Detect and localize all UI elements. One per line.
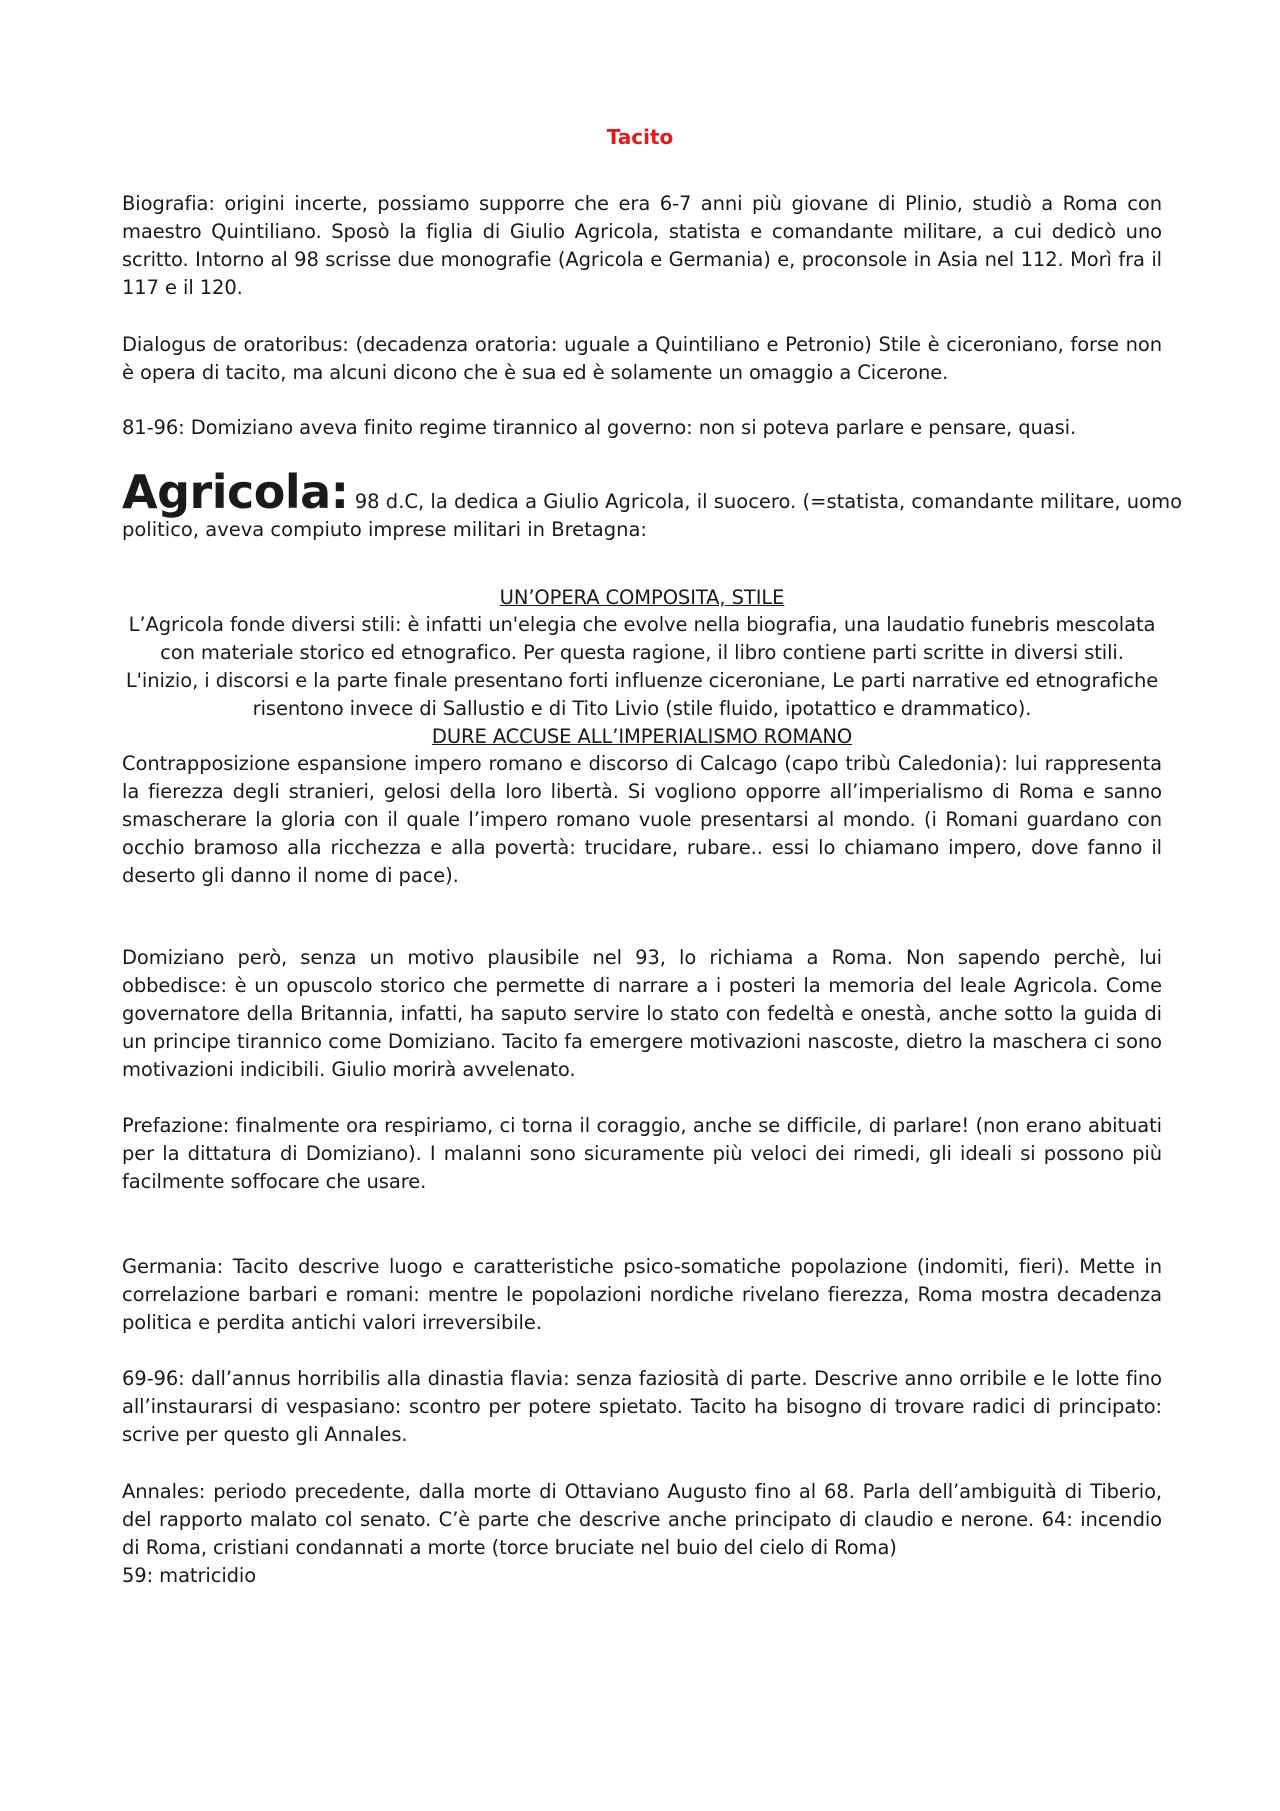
section-stile-text: L’Agricola fonde diversi stili: è infatti un'elegia che evolve nella biografia, una laudatio funebris mescolata con materiale storico ed etnografico. Per questa ragione, il libro contiene parti scritte in diversi stili. L'inizio, i discorsi e la parte finale presentano forti influenze ciceroniane, Le parti narrative ed etnografiche risentono invece di Sallustio e di Tito Livio (stile fluido, ipotattico e drammatico). [125,613,1159,720]
prefazione-paragraph [122,1112,1162,1196]
domiziano-81-96-text: 81-96: Domiziano aveva finito regime tirannico al governo: non si poteva parlare e pensare, quasi. [122,416,1077,439]
domiziano-agricola-text: Domiziano però, senza un motivo plausibile nel 93, lo richiama a Roma. Non sapendo perchè, lui obbedisce: è un opuscolo storico che permette di narrare a i posteri la memoria del leale Agricola. Come governatore della Britannia, infatti, ha saputo servire lo stato con fedeltà e onestà, anche sotto la guida di un principe tirannico come Domiziano. Tacito fa emergere motivazioni nascoste, dietro la maschera ci sono motivazioni indicibili. Giulio morirà avvelenato. [122,946,1162,1081]
page-title: Tacito [606,125,674,149]
historiae-text: 69-96: dall’annus horribilis alla dinastia flavia: senza faziosità di parte. Descrive anno orribile e le lotte fino all’instaurarsi di vespasiano: scontro per potere spietato. Tacito ha bisogno di trovare radici di principato: scrive per questo gli Annales. [122,1367,1162,1446]
domiziano-81-96-paragraph [122,414,1162,442]
domiziano-agricola-paragraph [122,944,1162,1084]
prefazione-text: Prefazione: finalmente ora respiriamo, ci torna il coraggio, anche se difficile, di parlare! (non erano abituati per la dittatura di Domiziano). I malanni sono sicuramente più veloci dei rimedi, gli ideali si possono più facilmente soffocare che usare. [122,1114,1162,1193]
annales-paragraph [122,1478,1162,1590]
germania-text: Germania: Tacito descrive luogo e caratteristiche psico-somatiche popolazione (indomiti, fieri). Mette in correlazione barbari e romani: mentre le popolazioni nordiche rivelano fierezza, Roma mostra decadenza politica e perdita antichi valori irreversibile. [122,1255,1162,1334]
section-title-stile: UN’OPERA COMPOSITA, STILE [499,586,785,609]
biografia-text: Biografia: origini incerte, possiamo supporre che era 6-7 anni più giovane di Plinio, studiò a Roma con maestro Quintiliano. Sposò la figlia di Giulio Agricola, statista e comandante militare, a cui dedicò uno scritto. Intorno al 98 scrisse due monografie (Agricola e Germania) e, proconsole in Asia nel 112. Morì fra il 117 e il 120. [122,192,1162,299]
section-imperialismo-text: Contrapposizione espansione impero romano e discorso di Calcago (capo tribù Caledonia): lui rappresenta la fierezza degli stranieri, gelosi della loro libertà. Si vogliono opporre all’imperialismo di Roma e sanno smascherare la gloria con il quale l’impero romano vuole presentarsi al mondo. (i Romani guardano con occhio bramoso alla ricchezza e alla povertà: trucidare, rubare.. essi lo chiamano impero, dove fanno il deserto gli danno il nome di pace). [122,752,1162,887]
section-title-imperialismo: DURE ACCUSE ALL’IMPERIALISMO ROMANO [431,725,853,748]
dialogus-text: Dialogus de oratoribus: (decadenza oratoria: uguale a Quintiliano e Petronio) Stile è ciceroniano, forse non è opera di tacito, ma alcuni dicono che è sua ed è solamente un omaggio a Cicerone. [122,333,1162,384]
agricola-heading: Agricola: [122,465,349,519]
agricola-intro: 98 d.C, la dedica a Giulio Agricola, il suocero. (=statista, comandante militare, uomo politico, aveva compiuto imprese militari in Bretagna: [122,490,1182,541]
historiae-paragraph [122,1365,1162,1449]
section-opera-composita [122,584,1162,890]
dialogus-paragraph [122,331,1162,387]
matricidio-text: 59: matricidio [122,1564,257,1587]
annales-text: Annales: periodo precedente, dalla morte di Ottaviano Augusto fino al 68. Parla dell’ambiguità di Tiberio, del rapporto malato col senato. C’è parte che descrive anche principato di claudio e nerone. 64: incendio di Roma, cristiani condannati a morte (torce bruciate nel buio del cielo di Roma) [122,1480,1162,1559]
agricola-heading-paragraph [122,465,1182,544]
germania-paragraph [122,1253,1162,1337]
biografia-paragraph [122,190,1162,302]
